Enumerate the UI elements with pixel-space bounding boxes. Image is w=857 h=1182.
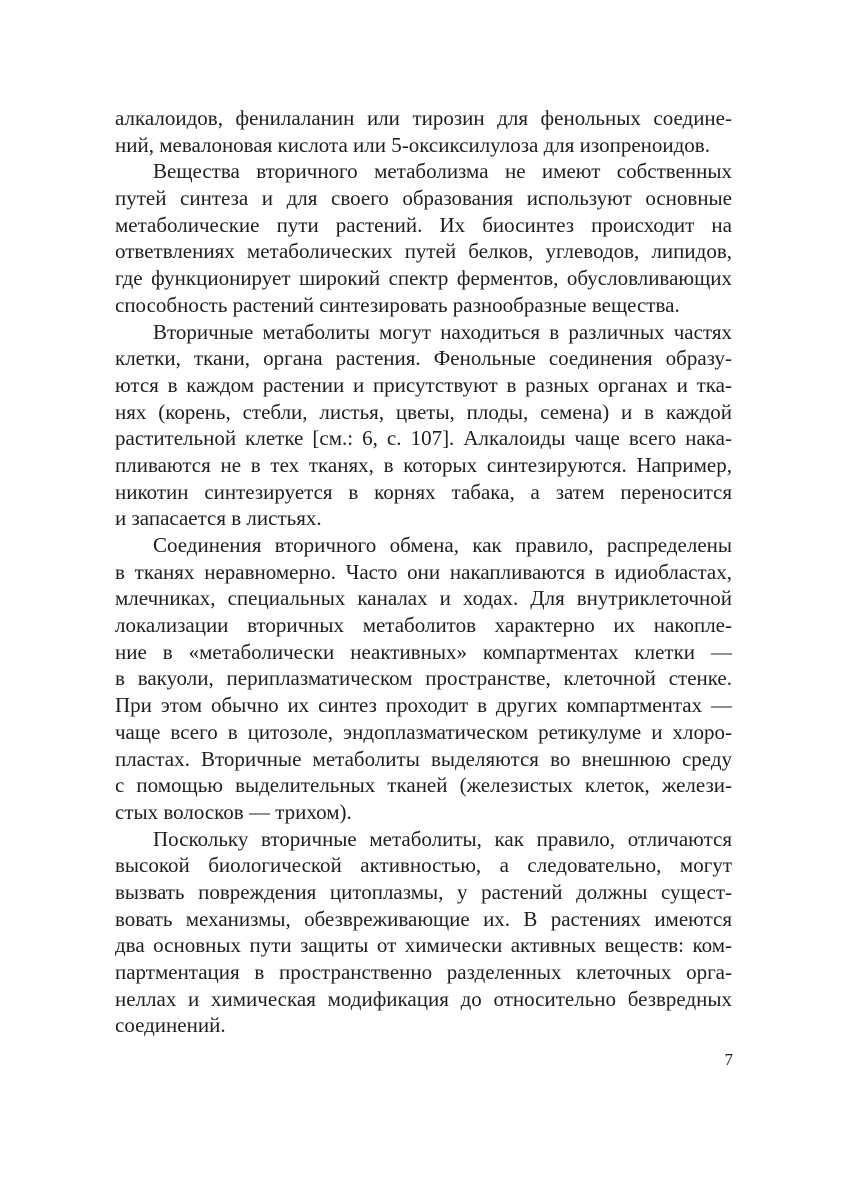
text-line: ние в «метаболически неактивных» компартментах клетки —: [115, 639, 732, 664]
text-line: ответвлениях метаболических путей белков, углеводов, липидов,: [115, 239, 732, 264]
text-line: вовать механизмы, обезвреживающие их. В растениях имеются: [115, 906, 732, 931]
text-line: с помощью выделительных тканей (железистых клеток, желези-: [115, 773, 732, 798]
text-line: растительной клетке [см.: 6, с. 107]. Алкалоиды чаще всего нака-: [115, 426, 732, 451]
text-line: никотин синтезируется в корнях табака, а затем переносится: [115, 479, 732, 504]
text-line: млечниках, специальных каналах и ходах. Для внутриклеточной: [115, 586, 732, 611]
text-line: в тканях неравномерно. Часто они накапливаются в идиобластах,: [115, 559, 732, 584]
text-line: Поскольку вторичные метаболиты, как правило, отличаются: [153, 826, 732, 851]
text-line: высокой биологической активностью, а следовательно, могут: [115, 853, 732, 878]
text-line: способность растений синтезировать разнообразные вещества.: [115, 292, 680, 317]
page-body: [115, 105, 732, 1039]
text-line: пливаются не в тех тканях, в которых синтезируются. Например,: [115, 452, 732, 477]
text-line: путей синтеза и для своего образования используют основные: [115, 186, 732, 211]
text-line: клетки, ткани, органа растения. Фенольные соединения образу-: [115, 346, 732, 371]
text-line: в вакуоли, периплазматическом пространстве, клеточной стенке.: [115, 666, 732, 691]
text-line: алкалоидов, фенилаланин или тирозин для фенольных соедине-: [115, 106, 732, 130]
page-number: 7: [724, 1050, 733, 1069]
text-line: метаболические пути растений. Их биосинтез происходит на: [115, 212, 732, 237]
text-line: чаще всего в цитозоле, эндоплазматическом ретикулуме и хлоро-: [115, 719, 732, 744]
text-line: и запасается в листьях.: [115, 506, 322, 531]
paragraph: [115, 158, 732, 318]
text-line: локализации вторичных метаболитов характерно их накопле-: [115, 613, 732, 638]
text-line: партментация в пространственно разделенных клеточных орга-: [115, 960, 732, 984]
text-line: Соединения вторичного обмена, как правило, распределены: [153, 533, 732, 557]
text-line: вызвать повреждения цитоплазмы, у растений должны сущест-: [115, 879, 732, 904]
text-line: нях (корень, стебли, листья, цветы, плоды, семена) и в каждой: [115, 399, 732, 424]
paragraph: [115, 319, 732, 533]
text-line: пластах. Вторичные метаболиты выделяются во внешнюю среду: [115, 746, 732, 771]
text-line: При этом обычно их синтез проходит в других компартментах —: [115, 693, 732, 718]
text-line: ний, мевалоновая кислота или 5-оксиксилулоза для изопреноидов.: [115, 132, 710, 157]
text-line: неллах и химическая модификация до относительно безвредных: [115, 986, 732, 1011]
paragraph: [115, 826, 732, 1040]
text-line: Вторичные метаболиты могут находиться в различных частях: [153, 319, 732, 344]
text-line: два основных пути защиты от химически активных веществ: ком-: [115, 933, 732, 958]
text-line: Вещества вторичного метаболизма не имеют собственных: [153, 159, 732, 184]
text-line: соединений.: [115, 1013, 226, 1038]
paragraph: [115, 532, 732, 826]
text-line: где функционирует широкий спектр ферментов, обусловливающих: [115, 266, 732, 291]
text-line: стых волосков — трихом).: [115, 799, 352, 824]
paragraph: [115, 105, 732, 158]
text-line: ются в каждом растении и присутствуют в разных органах и тка-: [115, 372, 732, 397]
